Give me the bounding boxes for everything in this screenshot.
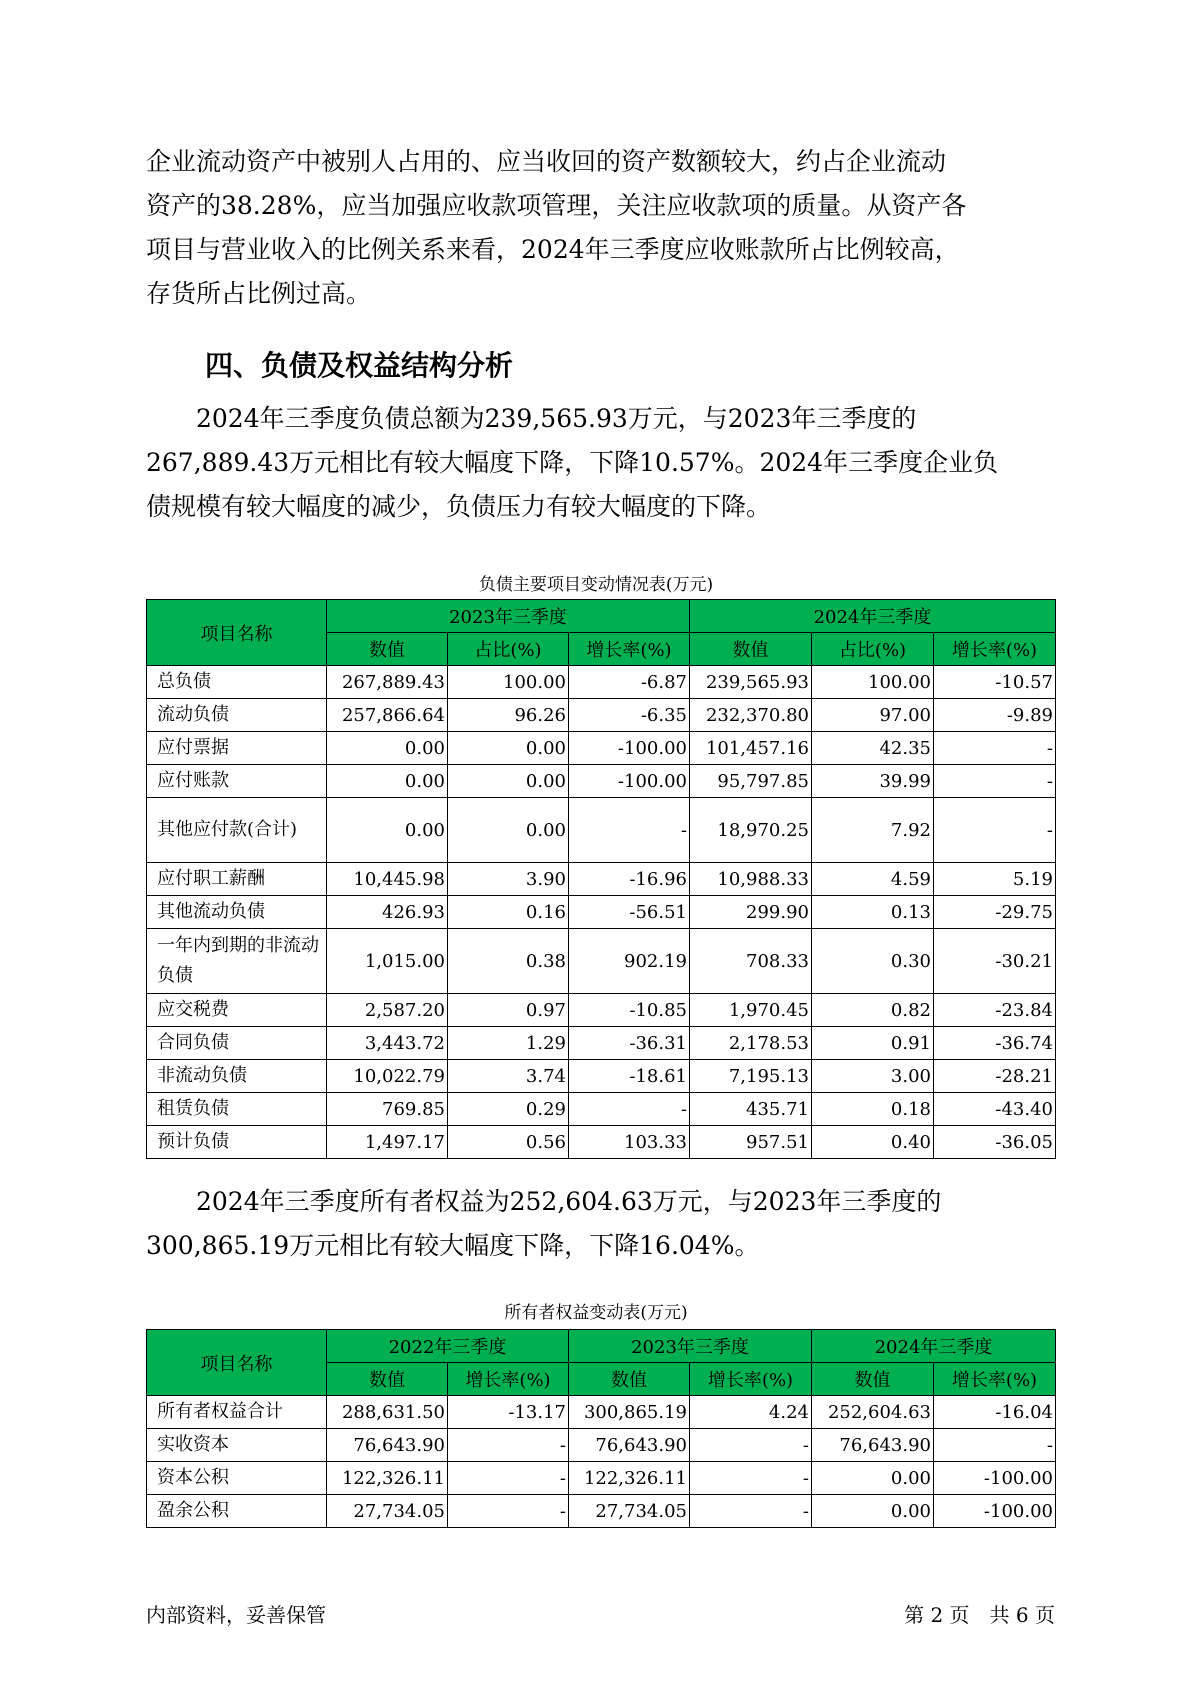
period-header: 2023年三季度 bbox=[327, 600, 690, 633]
table-cell: -100.00 bbox=[934, 1495, 1056, 1528]
table-cell: 0.16 bbox=[448, 896, 569, 929]
table-cell: -18.61 bbox=[569, 1060, 690, 1093]
table-cell: 426.93 bbox=[327, 896, 448, 929]
table-cell: -28.21 bbox=[934, 1060, 1056, 1093]
table-cell: 122,326.11 bbox=[569, 1462, 690, 1495]
table-cell: 252,604.63 bbox=[812, 1396, 934, 1429]
column-header: 增长率(%) bbox=[934, 1363, 1056, 1396]
table-cell: 5.19 bbox=[934, 863, 1056, 896]
table-cell: -36.05 bbox=[934, 1126, 1056, 1159]
table-cell: -6.87 bbox=[569, 666, 690, 699]
table-row bbox=[147, 1429, 1056, 1462]
table-row bbox=[147, 1060, 1056, 1093]
paragraph-liability-summary bbox=[146, 397, 1046, 529]
footer-confidential-note: 内部资料，妥善保管 bbox=[146, 1603, 326, 1627]
table-cell: 42.35 bbox=[812, 732, 934, 765]
table-cell: 902.19 bbox=[569, 929, 690, 994]
liability-table bbox=[146, 599, 1056, 1159]
table-cell: 95,797.85 bbox=[690, 765, 812, 798]
table-cell: -16.04 bbox=[934, 1396, 1056, 1429]
table1-caption: 负债主要项目变动情况表(万元) bbox=[478, 575, 714, 595]
table-cell: 957.51 bbox=[690, 1126, 812, 1159]
period-header: 2024年三季度 bbox=[690, 600, 1056, 633]
column-header: 增长率(%) bbox=[448, 1363, 569, 1396]
table-cell: 232,370.80 bbox=[690, 699, 812, 732]
row-label: 预计负债 bbox=[147, 1126, 327, 1159]
table-cell: 18,970.25 bbox=[690, 798, 812, 863]
row-label: 应付票据 bbox=[147, 732, 327, 765]
table-cell: -100.00 bbox=[569, 732, 690, 765]
table-cell: 300,865.19 bbox=[569, 1396, 690, 1429]
table-cell: 267,889.43 bbox=[327, 666, 448, 699]
section-heading: 四、负债及权益结构分析 bbox=[205, 349, 514, 382]
table-cell: -100.00 bbox=[569, 765, 690, 798]
table-cell: 10,445.98 bbox=[327, 863, 448, 896]
table-cell: 1,497.17 bbox=[327, 1126, 448, 1159]
table-row bbox=[147, 765, 1056, 798]
table-cell: 0.91 bbox=[812, 1027, 934, 1060]
table-cell: -30.21 bbox=[934, 929, 1056, 994]
table-cell: 27,734.05 bbox=[569, 1495, 690, 1528]
row-label: 应付账款 bbox=[147, 765, 327, 798]
table-cell: - bbox=[569, 1093, 690, 1126]
period-header: 2023年三季度 bbox=[569, 1330, 812, 1363]
table-cell: - bbox=[934, 765, 1056, 798]
table-cell: 708.33 bbox=[690, 929, 812, 994]
table-cell: 0.18 bbox=[812, 1093, 934, 1126]
table-cell: - bbox=[690, 1462, 812, 1495]
row-label: 其他应付款(合计) bbox=[147, 798, 327, 863]
table-row bbox=[147, 1093, 1056, 1126]
table-cell: 0.30 bbox=[812, 929, 934, 994]
table-cell: -23.84 bbox=[934, 994, 1056, 1027]
table-cell: 0.00 bbox=[327, 765, 448, 798]
row-label: 非流动负债 bbox=[147, 1060, 327, 1093]
table-cell: 0.38 bbox=[448, 929, 569, 994]
table-cell: 239,565.93 bbox=[690, 666, 812, 699]
table-cell: - bbox=[448, 1462, 569, 1495]
table-row bbox=[147, 1027, 1056, 1060]
row-label: 一年内到期的非流动负债 bbox=[147, 929, 327, 994]
row-label: 资本公积 bbox=[147, 1462, 327, 1495]
table-cell: 10,022.79 bbox=[327, 1060, 448, 1093]
text-line: 项目与营业收入的比例关系来看，2024年三季度应收账款所占比例较高， bbox=[146, 235, 960, 264]
text-line: 存货所占比例过高。 bbox=[146, 279, 372, 308]
table-cell: 3,443.72 bbox=[327, 1027, 448, 1060]
row-label: 应交税费 bbox=[147, 994, 327, 1027]
table-cell: 7,195.13 bbox=[690, 1060, 812, 1093]
text-line: 债规模有较大幅度的减少，负债压力有较大幅度的下降。 bbox=[146, 492, 772, 521]
table-cell: 0.97 bbox=[448, 994, 569, 1027]
text-line: 2024年三季度所有者权益为252,604.63万元，与2023年三季度的 bbox=[146, 1187, 942, 1216]
table-cell: 4.24 bbox=[690, 1396, 812, 1429]
table-cell: 100.00 bbox=[448, 666, 569, 699]
table-cell: 39.99 bbox=[812, 765, 934, 798]
table-cell: 0.00 bbox=[448, 798, 569, 863]
table-cell: - bbox=[690, 1429, 812, 1462]
table-cell: 103.33 bbox=[569, 1126, 690, 1159]
table-row bbox=[147, 666, 1056, 699]
table2-caption: 所有者权益变动表(万元) bbox=[504, 1303, 688, 1323]
table-row bbox=[147, 1495, 1056, 1528]
table-cell: - bbox=[934, 1429, 1056, 1462]
row-label: 实收资本 bbox=[147, 1429, 327, 1462]
table-cell: 0.40 bbox=[812, 1126, 934, 1159]
table-row bbox=[147, 732, 1056, 765]
table-cell: 0.13 bbox=[812, 896, 934, 929]
table-cell: 76,643.90 bbox=[569, 1429, 690, 1462]
column-header: 占比(%) bbox=[812, 633, 934, 666]
row-label: 应付职工薪酬 bbox=[147, 863, 327, 896]
table-cell: 100.00 bbox=[812, 666, 934, 699]
equity-table bbox=[146, 1329, 1056, 1528]
text-line: 企业流动资产中被别人占用的、应当收回的资产数额较大，约占企业流动 bbox=[146, 147, 947, 176]
column-header: 数值 bbox=[327, 633, 448, 666]
text-line: 300,865.19万元相比有较大幅度下降，下降16.04%。 bbox=[146, 1231, 760, 1260]
footer-page-number: 第 2 页 共 6 页 bbox=[904, 1603, 1055, 1627]
row-label: 盈余公积 bbox=[147, 1495, 327, 1528]
table-cell: 4.59 bbox=[812, 863, 934, 896]
table-cell: -43.40 bbox=[934, 1093, 1056, 1126]
table-cell: 769.85 bbox=[327, 1093, 448, 1126]
table-cell: 435.71 bbox=[690, 1093, 812, 1126]
table-cell: 288,631.50 bbox=[327, 1396, 448, 1429]
table-cell: 3.90 bbox=[448, 863, 569, 896]
column-header: 数值 bbox=[812, 1363, 934, 1396]
text-line: 267,889.43万元相比有较大幅度下降，下降10.57%。2024年三季度企业负 bbox=[146, 448, 999, 477]
table-cell: 3.00 bbox=[812, 1060, 934, 1093]
table-row bbox=[147, 798, 1056, 863]
row-label: 总负债 bbox=[147, 666, 327, 699]
table-cell: 0.82 bbox=[812, 994, 934, 1027]
table-cell: 2,178.53 bbox=[690, 1027, 812, 1060]
table-cell: -10.57 bbox=[934, 666, 1056, 699]
row-label: 租赁负债 bbox=[147, 1093, 327, 1126]
table-cell: 257,866.64 bbox=[327, 699, 448, 732]
table-cell: - bbox=[569, 798, 690, 863]
table-cell: -100.00 bbox=[934, 1462, 1056, 1495]
row-label: 流动负债 bbox=[147, 699, 327, 732]
table-cell: 0.00 bbox=[327, 798, 448, 863]
row-label: 所有者权益合计 bbox=[147, 1396, 327, 1429]
table-cell: - bbox=[448, 1429, 569, 1462]
table-cell: 101,457.16 bbox=[690, 732, 812, 765]
table-cell: 1.29 bbox=[448, 1027, 569, 1060]
table-cell: 122,326.11 bbox=[327, 1462, 448, 1495]
table-cell: -10.85 bbox=[569, 994, 690, 1027]
table-cell: 7.92 bbox=[812, 798, 934, 863]
item-name-header: 项目名称 bbox=[147, 600, 327, 666]
table-cell: 76,643.90 bbox=[812, 1429, 934, 1462]
table-cell: 0.00 bbox=[812, 1495, 934, 1528]
table-cell: -56.51 bbox=[569, 896, 690, 929]
paragraph-asset-analysis bbox=[146, 140, 1046, 316]
table-cell: 0.00 bbox=[448, 732, 569, 765]
table-cell: - bbox=[934, 732, 1056, 765]
table-cell: 76,643.90 bbox=[327, 1429, 448, 1462]
column-header: 增长率(%) bbox=[690, 1363, 812, 1396]
column-header: 数值 bbox=[569, 1363, 690, 1396]
period-header: 2022年三季度 bbox=[327, 1330, 569, 1363]
item-name-header: 项目名称 bbox=[147, 1330, 327, 1396]
column-header: 增长率(%) bbox=[569, 633, 690, 666]
table-cell: -9.89 bbox=[934, 699, 1056, 732]
text-line: 资产的38.28%，应当加强应收款项管理，关注应收款项的质量。从资产各 bbox=[146, 191, 967, 220]
paragraph-equity-summary bbox=[146, 1180, 1046, 1268]
table-cell: - bbox=[448, 1495, 569, 1528]
table-cell: 10,988.33 bbox=[690, 863, 812, 896]
table-row bbox=[147, 1462, 1056, 1495]
table-cell: 27,734.05 bbox=[327, 1495, 448, 1528]
table-cell: 97.00 bbox=[812, 699, 934, 732]
table-cell: -16.96 bbox=[569, 863, 690, 896]
row-label: 合同负债 bbox=[147, 1027, 327, 1060]
table-cell: -36.74 bbox=[934, 1027, 1056, 1060]
table-cell: - bbox=[690, 1495, 812, 1528]
table-cell: 1,970.45 bbox=[690, 994, 812, 1027]
table-cell: 3.74 bbox=[448, 1060, 569, 1093]
table-row bbox=[147, 896, 1056, 929]
table-cell: 0.29 bbox=[448, 1093, 569, 1126]
table-cell: -36.31 bbox=[569, 1027, 690, 1060]
table-cell: 0.00 bbox=[812, 1462, 934, 1495]
table-row bbox=[147, 863, 1056, 896]
table-cell: - bbox=[934, 798, 1056, 863]
table-cell: -6.35 bbox=[569, 699, 690, 732]
text-line: 2024年三季度负债总额为239,565.93万元，与2023年三季度的 bbox=[146, 404, 917, 433]
table-cell: 2,587.20 bbox=[327, 994, 448, 1027]
table-cell: 1,015.00 bbox=[327, 929, 448, 994]
table-row bbox=[147, 699, 1056, 732]
period-header: 2024年三季度 bbox=[812, 1330, 1056, 1363]
table-cell: 299.90 bbox=[690, 896, 812, 929]
table-row bbox=[147, 994, 1056, 1027]
table-cell: 0.56 bbox=[448, 1126, 569, 1159]
table-cell: 0.00 bbox=[327, 732, 448, 765]
table-cell: -13.17 bbox=[448, 1396, 569, 1429]
table-cell: 0.00 bbox=[448, 765, 569, 798]
table-row bbox=[147, 1126, 1056, 1159]
table-row bbox=[147, 1396, 1056, 1429]
table-cell: 96.26 bbox=[448, 699, 569, 732]
table-row bbox=[147, 929, 1056, 994]
column-header: 增长率(%) bbox=[934, 633, 1056, 666]
column-header: 数值 bbox=[690, 633, 812, 666]
table-cell: -29.75 bbox=[934, 896, 1056, 929]
column-header: 占比(%) bbox=[448, 633, 569, 666]
column-header: 数值 bbox=[327, 1363, 448, 1396]
row-label: 其他流动负债 bbox=[147, 896, 327, 929]
